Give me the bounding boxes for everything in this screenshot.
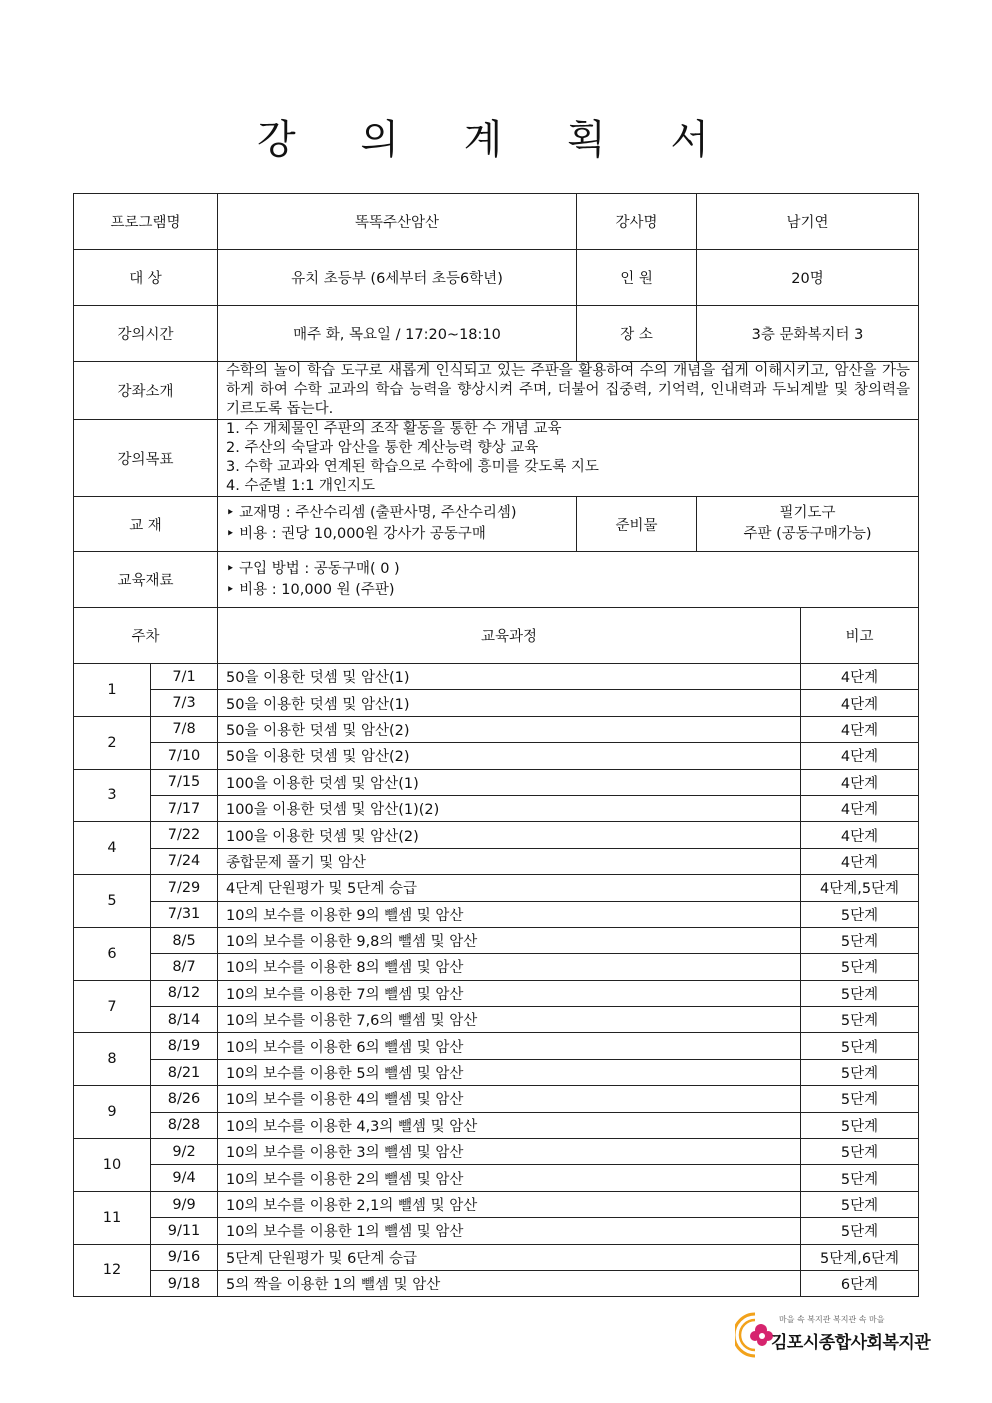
session-date: 9/11 bbox=[151, 1218, 218, 1244]
capacity-label: 인 원 bbox=[577, 250, 697, 306]
schedule-row bbox=[74, 1244, 919, 1270]
logo-name: 김포시종합사회복지관 bbox=[771, 1333, 931, 1353]
schedule-row bbox=[74, 664, 919, 690]
goal-item: 3. 수학 교과와 연계된 학습으로 수학에 흥미를 갖도록 지도 bbox=[226, 459, 599, 475]
time-label: 강의시간 bbox=[74, 306, 218, 362]
session-content: 10의 보수를 이용한 4의 뺄셈 및 암산 bbox=[218, 1086, 801, 1112]
schedule-row bbox=[74, 1191, 919, 1217]
session-content: 10의 보수를 이용한 2,1의 뺄셈 및 암산 bbox=[218, 1191, 801, 1217]
session-note: 4단계 bbox=[801, 664, 919, 690]
session-content: 10의 보수를 이용한 7의 뺄셈 및 암산 bbox=[218, 980, 801, 1006]
week-number: 12 bbox=[74, 1244, 151, 1297]
week-number: 3 bbox=[74, 769, 151, 822]
session-date: 9/16 bbox=[151, 1244, 218, 1270]
prep-label: 준비물 bbox=[577, 497, 697, 552]
schedule-row bbox=[74, 1270, 919, 1296]
material-row bbox=[74, 552, 919, 608]
program-value: 똑똑주산암산 bbox=[218, 194, 577, 250]
session-date: 8/19 bbox=[151, 1033, 218, 1059]
session-date: 9/2 bbox=[151, 1139, 218, 1165]
instructor-value: 남기연 bbox=[697, 194, 919, 250]
session-date: 8/28 bbox=[151, 1112, 218, 1138]
session-date: 9/9 bbox=[151, 1191, 218, 1217]
session-content: 10의 보수를 이용한 8의 뺄셈 및 암산 bbox=[218, 954, 801, 980]
session-note: 5단계 bbox=[801, 1007, 919, 1033]
session-note: 5단계 bbox=[801, 1218, 919, 1244]
prep-item: 주판 (공동구매가능) bbox=[743, 526, 872, 542]
time-value: 매주 화, 목요일 / 17:20~18:10 bbox=[218, 306, 577, 362]
schedule-row bbox=[74, 1165, 919, 1191]
session-note: 5단계 bbox=[801, 1165, 919, 1191]
logo-tagline: 마을 속 복지관 복지관 속 마을 bbox=[779, 1315, 885, 1324]
session-date: 7/29 bbox=[151, 875, 218, 901]
session-content: 100을 이용한 덧셈 및 암산(2) bbox=[218, 822, 801, 848]
session-content: 10의 보수를 이용한 5의 뺄셈 및 암산 bbox=[218, 1059, 801, 1085]
material-detail bbox=[218, 552, 919, 608]
session-content: 100을 이용한 덧셈 및 암산(1)(2) bbox=[218, 795, 801, 821]
session-note: 5단계 bbox=[801, 927, 919, 953]
session-date: 9/18 bbox=[151, 1270, 218, 1296]
program-label: 프로그램명 bbox=[74, 194, 218, 250]
capacity-value: 20명 bbox=[697, 250, 919, 306]
place-value: 3층 문화복지터 3 bbox=[697, 306, 919, 362]
goal-item: 4. 수준별 1:1 개인지도 bbox=[226, 478, 376, 494]
schedule-row bbox=[74, 875, 919, 901]
session-note: 5단계 bbox=[801, 980, 919, 1006]
goal-item: 1. 수 개체물인 주판의 조작 활동을 통한 수 개념 교육 bbox=[226, 421, 562, 437]
week-number: 5 bbox=[74, 875, 151, 928]
session-date: 7/31 bbox=[151, 901, 218, 927]
lecture-plan-table bbox=[73, 193, 919, 1297]
target-label: 대 상 bbox=[74, 250, 218, 306]
schedule-body bbox=[74, 664, 919, 1297]
session-note: 4단계 bbox=[801, 848, 919, 874]
week-number: 4 bbox=[74, 822, 151, 875]
session-note: 5단계 bbox=[801, 1086, 919, 1112]
session-note: 4단계 bbox=[801, 743, 919, 769]
week-number: 8 bbox=[74, 1033, 151, 1086]
prep-detail bbox=[697, 497, 919, 552]
textbook-row bbox=[74, 497, 919, 552]
time-row bbox=[74, 306, 919, 362]
session-date: 8/7 bbox=[151, 954, 218, 980]
schedule-row bbox=[74, 927, 919, 953]
session-date: 7/15 bbox=[151, 769, 218, 795]
session-content: 50을 이용한 덧셈 및 암산(2) bbox=[218, 716, 801, 742]
session-date: 7/10 bbox=[151, 743, 218, 769]
schedule-row bbox=[74, 716, 919, 742]
session-date: 7/8 bbox=[151, 716, 218, 742]
schedule-row bbox=[74, 690, 919, 716]
session-content: 10의 보수를 이용한 9의 뺄셈 및 암산 bbox=[218, 901, 801, 927]
schedule-row bbox=[74, 954, 919, 980]
goals-row bbox=[74, 420, 919, 497]
session-note: 5단계,6단계 bbox=[801, 1244, 919, 1270]
session-date: 8/12 bbox=[151, 980, 218, 1006]
session-note: 5단계 bbox=[801, 1139, 919, 1165]
intro-label: 강좌소개 bbox=[74, 362, 218, 420]
schedule-row bbox=[74, 1033, 919, 1059]
schedule-row bbox=[74, 980, 919, 1006]
session-note: 5단계 bbox=[801, 901, 919, 927]
goal-item: 2. 주산의 숙달과 암산을 통한 계산능력 향상 교육 bbox=[226, 440, 539, 456]
session-content: 5단계 단원평가 및 6단계 승급 bbox=[218, 1244, 801, 1270]
schedule-row bbox=[74, 901, 919, 927]
session-date: 7/17 bbox=[151, 795, 218, 821]
textbook-detail bbox=[218, 497, 577, 552]
material-method: ‣ 구입 방법 : 공동구매( 0 ) bbox=[226, 560, 400, 577]
instructor-label: 강사명 bbox=[577, 194, 697, 250]
session-content: 10의 보수를 이용한 7,6의 뺄셈 및 암산 bbox=[218, 1007, 801, 1033]
target-row bbox=[74, 250, 919, 306]
target-value: 유치 초등부 (6세부터 초등6학년) bbox=[218, 250, 577, 306]
session-date: 7/22 bbox=[151, 822, 218, 848]
schedule-row bbox=[74, 743, 919, 769]
week-number: 6 bbox=[74, 927, 151, 980]
goals-label: 강의목표 bbox=[74, 420, 218, 497]
session-content: 50을 이용한 덧셈 및 암산(2) bbox=[218, 743, 801, 769]
session-date: 7/24 bbox=[151, 848, 218, 874]
week-number: 7 bbox=[74, 980, 151, 1033]
schedule-header-row bbox=[74, 608, 919, 664]
session-content: 50을 이용한 덧셈 및 암산(1) bbox=[218, 664, 801, 690]
schedule-row bbox=[74, 1086, 919, 1112]
session-note: 4단계 bbox=[801, 769, 919, 795]
session-note: 6단계 bbox=[801, 1270, 919, 1296]
session-date: 8/26 bbox=[151, 1086, 218, 1112]
session-note: 4단계 bbox=[801, 822, 919, 848]
session-content: 10의 보수를 이용한 9,8의 뺄셈 및 암산 bbox=[218, 927, 801, 953]
schedule-row bbox=[74, 1139, 919, 1165]
goals-list bbox=[218, 420, 919, 497]
textbook-name: ‣ 교재명 : 주산수리셈 (출판사명, 주산수리셈) bbox=[226, 505, 517, 521]
page-title: 강 의 계 획 서 bbox=[256, 117, 736, 163]
schedule-row bbox=[74, 848, 919, 874]
place-label: 장 소 bbox=[577, 306, 697, 362]
schedule-row bbox=[74, 795, 919, 821]
schedule-row bbox=[74, 1007, 919, 1033]
session-date: 8/14 bbox=[151, 1007, 218, 1033]
schedule-row bbox=[74, 1059, 919, 1085]
session-content: 10의 보수를 이용한 3의 뺄셈 및 암산 bbox=[218, 1139, 801, 1165]
session-content: 50을 이용한 덧셈 및 암산(1) bbox=[218, 690, 801, 716]
week-header: 주차 bbox=[74, 608, 218, 664]
textbook-label: 교 재 bbox=[74, 497, 218, 552]
week-number: 10 bbox=[74, 1139, 151, 1192]
schedule-row bbox=[74, 769, 919, 795]
week-number: 2 bbox=[74, 716, 151, 769]
session-date: 7/3 bbox=[151, 690, 218, 716]
session-note: 5단계 bbox=[801, 1059, 919, 1085]
textbook-cost: ‣ 비용 : 권당 10,000원 강사가 공동구매 bbox=[226, 526, 486, 542]
week-number: 9 bbox=[74, 1086, 151, 1139]
session-date: 9/4 bbox=[151, 1165, 218, 1191]
session-content: 10의 보수를 이용한 2의 뺄셈 및 암산 bbox=[218, 1165, 801, 1191]
session-content: 10의 보수를 이용한 6의 뺄셈 및 암산 bbox=[218, 1033, 801, 1059]
session-note: 4단계,5단계 bbox=[801, 875, 919, 901]
session-note: 5단계 bbox=[801, 1033, 919, 1059]
program-row bbox=[74, 194, 919, 250]
intro-text: 수학의 놀이 학습 도구로 새롭게 인식되고 있는 주판을 활용하여 수의 개념을 쉽게 이해시키고, 암산을 가능하게 하여 수학 교과의 학습 능력을 향상시켜 주며, 더불어 집중력, 기억력, 인내력과 두뇌계발 및 창의력을 기르도록 돕는다. bbox=[218, 362, 919, 420]
note-header: 비고 bbox=[801, 608, 919, 664]
session-content: 10의 보수를 이용한 4,3의 뺄셈 및 암산 bbox=[218, 1112, 801, 1138]
week-number: 1 bbox=[74, 664, 151, 717]
material-cost: ‣ 비용 : 10,000 원 (주판) bbox=[226, 581, 395, 598]
schedule-row bbox=[74, 822, 919, 848]
session-note: 5단계 bbox=[801, 954, 919, 980]
week-number: 11 bbox=[74, 1191, 151, 1244]
session-content: 4단계 단원평가 및 5단계 승급 bbox=[218, 875, 801, 901]
organization-logo bbox=[735, 1306, 931, 1366]
session-note: 5단계 bbox=[801, 1191, 919, 1217]
session-date: 8/5 bbox=[151, 927, 218, 953]
session-note: 5단계 bbox=[801, 1112, 919, 1138]
logo-emblem-icon bbox=[735, 1308, 775, 1362]
session-content: 100을 이용한 덧셈 및 암산(1) bbox=[218, 769, 801, 795]
course-header: 교육과정 bbox=[218, 608, 801, 664]
material-label: 교육재료 bbox=[74, 552, 218, 608]
session-content: 5의 짝을 이용한 1의 뺄셈 및 암산 bbox=[218, 1270, 801, 1296]
session-date: 8/21 bbox=[151, 1059, 218, 1085]
intro-row bbox=[74, 362, 919, 420]
session-note: 4단계 bbox=[801, 795, 919, 821]
session-note: 4단계 bbox=[801, 716, 919, 742]
schedule-row bbox=[74, 1112, 919, 1138]
session-content: 종합문제 풀기 및 암산 bbox=[218, 848, 801, 874]
session-note: 4단계 bbox=[801, 690, 919, 716]
session-content: 10의 보수를 이용한 1의 뺄셈 및 암산 bbox=[218, 1218, 801, 1244]
schedule-row bbox=[74, 1218, 919, 1244]
prep-item: 필기도구 bbox=[779, 505, 836, 521]
session-date: 7/1 bbox=[151, 664, 218, 690]
